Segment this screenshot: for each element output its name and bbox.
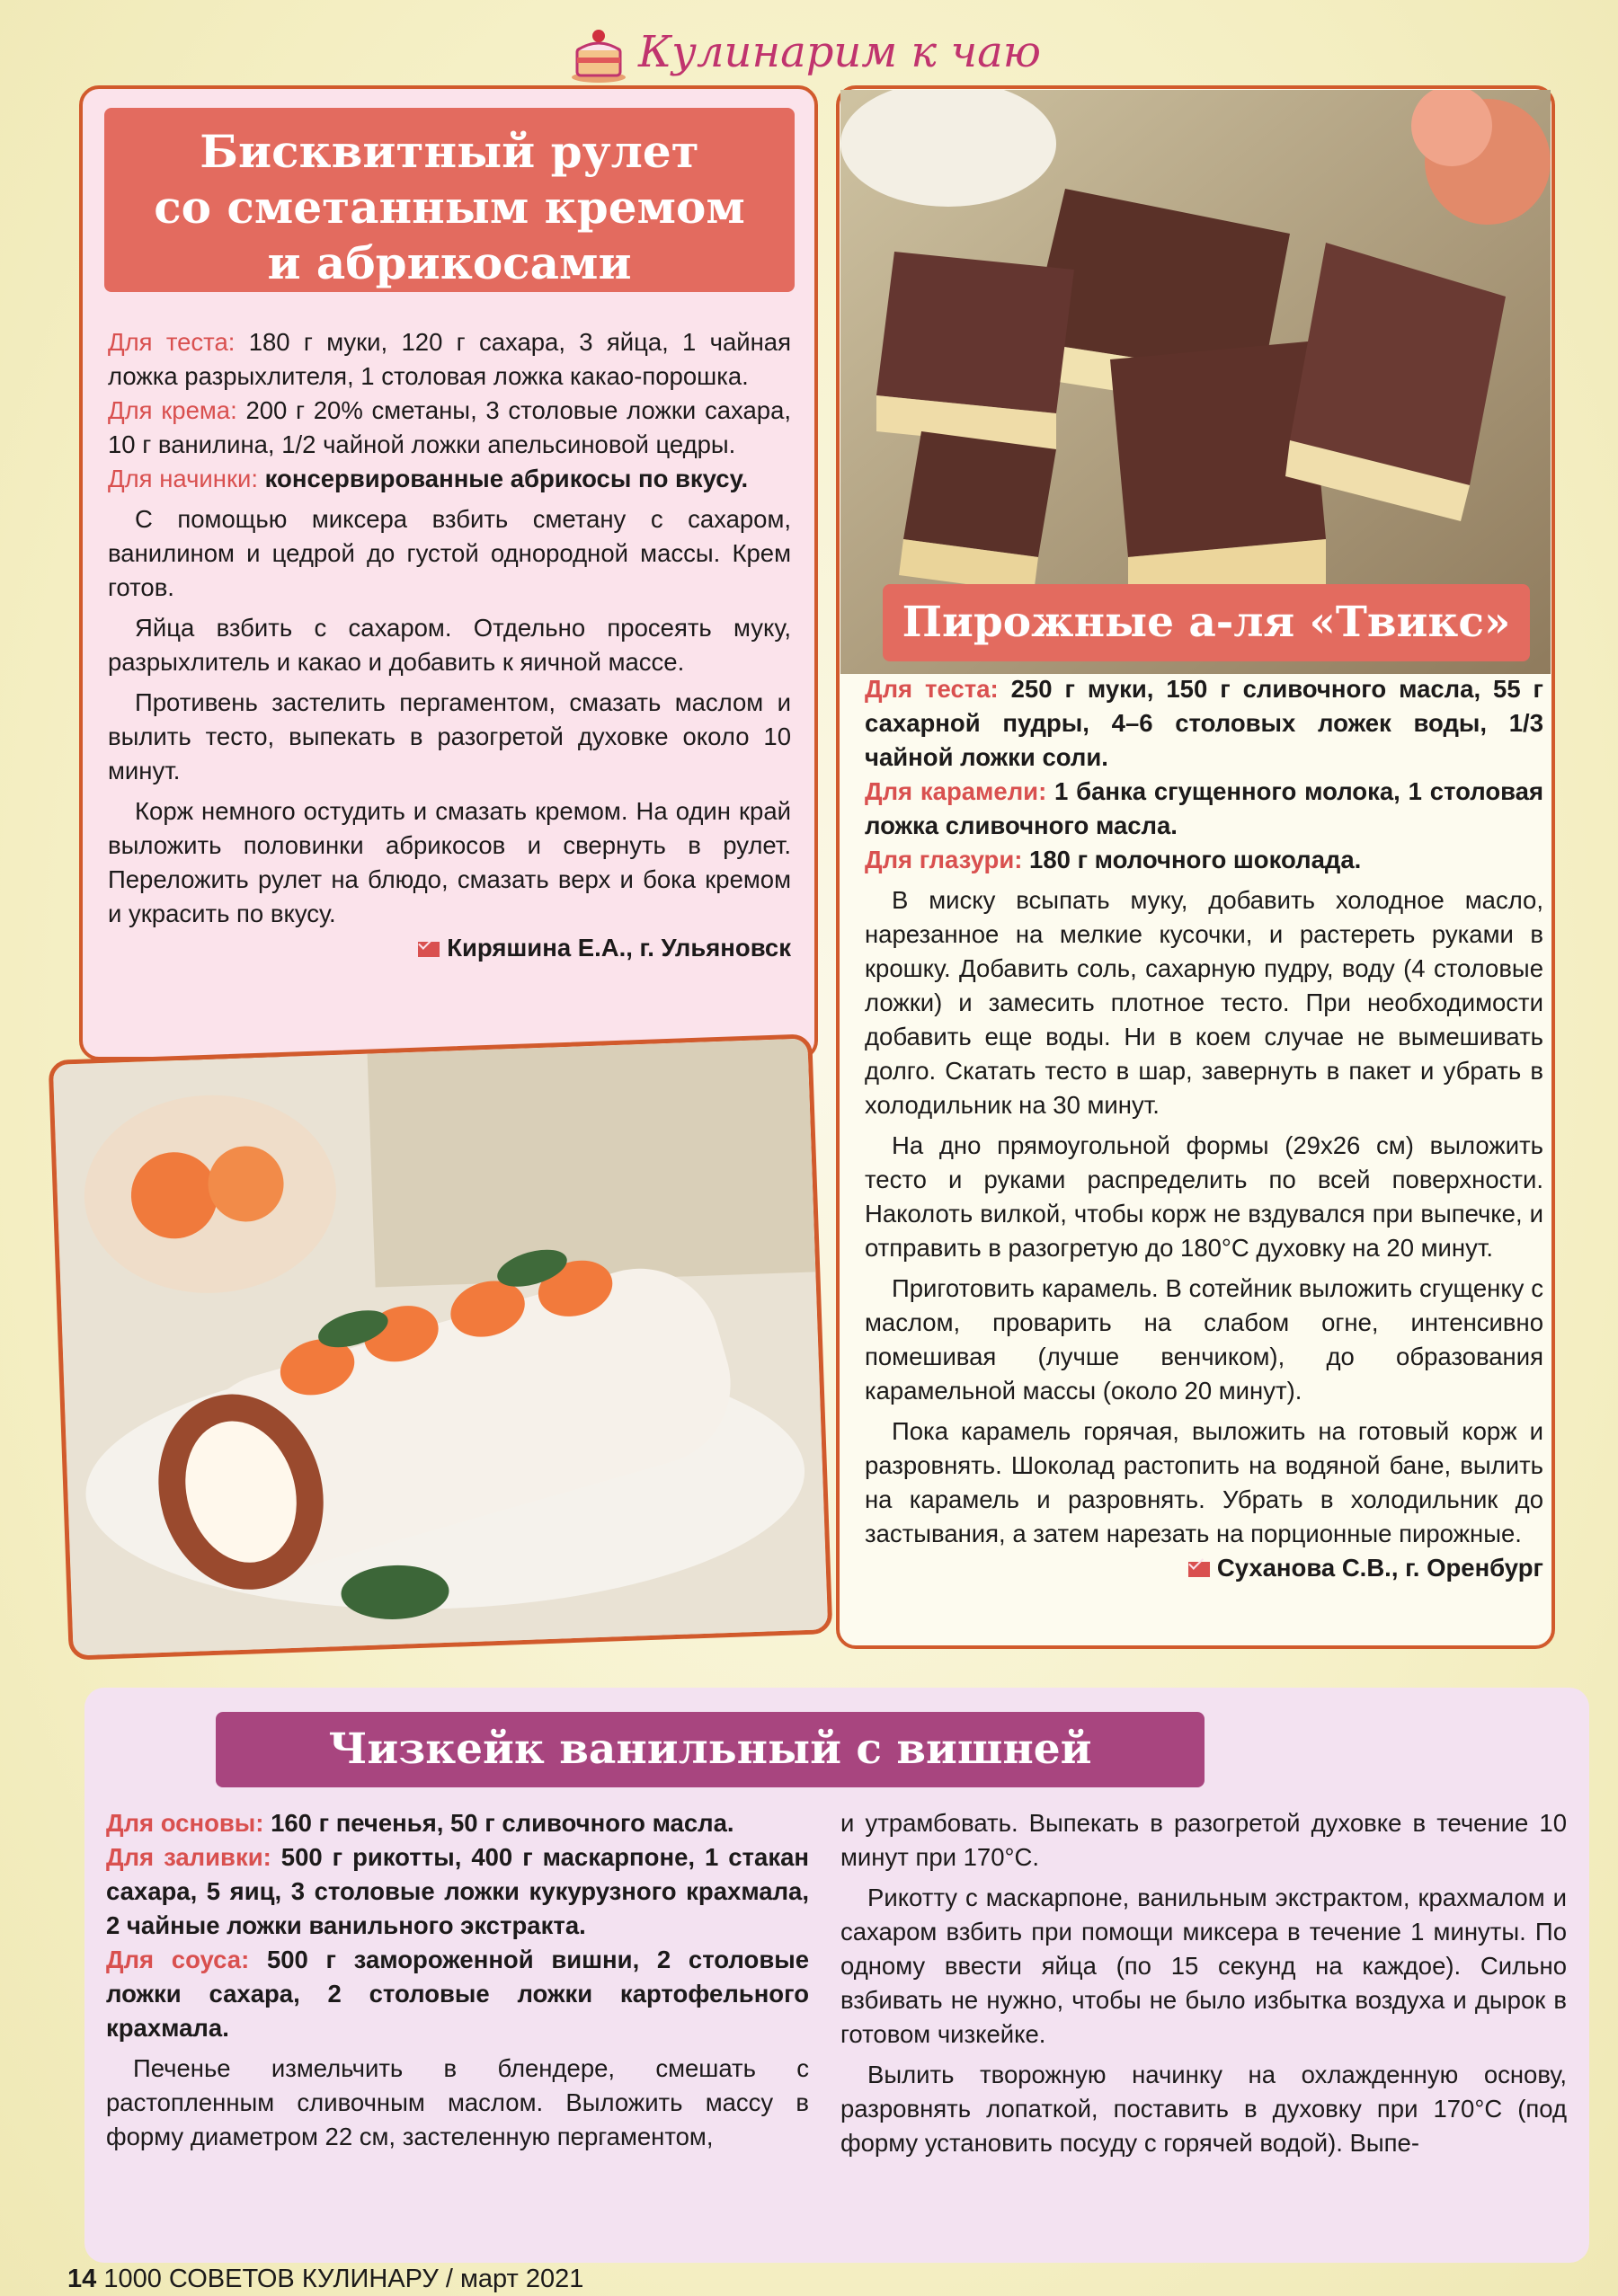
ingredient-text: 200 г 20% сметаны, 3 столовые ложки сахара, 10 г ванилина, 1/2 чайной ложки апельсиновой цедры. bbox=[108, 396, 791, 458]
ingredient-label: Для теста: bbox=[108, 328, 236, 356]
step-paragraph: Корж немного остудить и смазать кремом. На один край выложить половинки абрикосов и свернуть в рулет. Переложить рулет на блюдо, смазать верх и бока кремом и украсить по вкусу. bbox=[108, 797, 791, 927]
author-name: Суханова С.В., г. Оренбург bbox=[1216, 1554, 1543, 1582]
section-header bbox=[566, 23, 1106, 88]
recipe-twix-text bbox=[865, 672, 1543, 1585]
step-paragraph: и утрамбовать. Выпекать в разогретой духовке в течение 10 минут при 170°С. bbox=[840, 1809, 1567, 1871]
ingredient-label: Для основы: bbox=[106, 1809, 264, 1837]
recipe-twix-title: Пирожные а-ля «Твикс» bbox=[883, 584, 1530, 661]
ingredient-text: 500 г замороженной вишни, 2 столовые ложки сахара, 2 столовые ложки картофельного крахмала. bbox=[106, 1946, 810, 2042]
author-name: Киряшина Е.А., г. Ульяновск bbox=[447, 934, 791, 962]
step-paragraph: Пока карамель горячая, выложить на готовый корж и разровнять. Шоколад растопить на водяной бане, вылить на карамель и разровнять. Убрать в холодильник до застывания, а затем нарезать на порционные пирожные. bbox=[865, 1417, 1543, 1547]
title-line: и абрикосами bbox=[267, 236, 632, 289]
ingredient-label: Для начинки: bbox=[108, 465, 258, 492]
recipe-roll-text bbox=[108, 325, 791, 965]
ingredient-text: 180 г молочного шоколада. bbox=[1029, 846, 1362, 873]
ingredient-label: Для заливки: bbox=[106, 1843, 271, 1871]
page-footer bbox=[67, 2265, 583, 2294]
ingredient-text: 250 г муки, 150 г сливочного масла, 55 г сахарной пудры, 4–6 столовых ложек воды, 1/3 чайной ложки соли. bbox=[865, 675, 1544, 771]
title-line: со сметанным кремом bbox=[154, 181, 745, 234]
step-paragraph: В миску всыпать муку, добавить холодное масло, нарезанное на мелкие кусочки, и растереть руками в крошку. Добавить соль, сахарную пудру, воду (4 столовые ложки) и замесить плотное тесто. При необходимости добавить еще воды. Ни в коем случае не вымешивать долго. Скатать тесто в шар, завернуть в пакет и убрать в холодильник на 30 минут. bbox=[865, 886, 1543, 1119]
author-line bbox=[865, 1551, 1543, 1585]
step-paragraph: Яйца взбить с сахаром. Отдельно просеять муку, разрыхлитель и какао и добавить к яичной массе. bbox=[108, 614, 791, 676]
step-paragraph: Противень застелить пергаментом, смазать маслом и вылить тесто, выпекать в разогретой духовке около 10 минут. bbox=[108, 688, 791, 785]
ingredient-label: Для соуса: bbox=[106, 1946, 250, 1973]
envelope-icon bbox=[1188, 1562, 1210, 1577]
ingredient-text: 1 банка сгущенного молока, 1 столовая ложка сливочного масла. bbox=[865, 777, 1543, 839]
ingredient-label: Для глазури: bbox=[865, 846, 1023, 873]
step-paragraph: Приготовить карамель. В сотейник выложить сгущенку с маслом, проварить на слабом огне, интенсивно помешивая (лучше венчиком), до образования карамельной массы (около 20 минут). bbox=[865, 1274, 1543, 1405]
step-paragraph: Печенье измельчить в блендере, смешать с растопленным сливочным маслом. Выложить массу в форму диаметром 22 см, застеленную пергаментом, bbox=[106, 2054, 809, 2150]
cake-icon bbox=[566, 23, 631, 86]
step-paragraph: С помощью миксера взбить сметану с сахаром, ванилином и цедрой до густой однородной массы. Крем готов. bbox=[108, 505, 791, 601]
ingredient-text: 160 г печенья, 50 г сливочного масла. bbox=[271, 1809, 734, 1837]
section-title: Кулинарим к чаю bbox=[638, 27, 1042, 77]
ingredient-text: 180 г муки, 120 г сахара, 3 яйца, 1 чайная ложка разрыхлителя, 1 столовая ложка какао-порошка. bbox=[108, 328, 791, 390]
recipe-cheesecake-title: Чизкейк ванильный с вишней bbox=[216, 1712, 1205, 1787]
ingredient-label: Для крема: bbox=[108, 396, 237, 424]
step-paragraph: Вылить творожную начинку на охлажденную основу, разровнять лопаткой, поставить в духовку при 170°С (под форму установить посуду с горячей водой). Выпе- bbox=[840, 2061, 1567, 2157]
page-number: 14 bbox=[67, 2265, 97, 2293]
ingredient-text: 500 г рикотты, 400 г маскарпоне, 1 стакан сахара, 5 яиц, 3 столовые ложки кукурузного крахмала, 2 чайные ложки ванильного экстракта. bbox=[106, 1843, 809, 1939]
envelope-icon bbox=[418, 942, 440, 957]
recipe-cheesecake-ingredients bbox=[106, 1806, 809, 2154]
recipe-roll-title bbox=[104, 108, 795, 292]
ingredient-label: Для теста: bbox=[865, 675, 999, 703]
recipe-cheesecake-steps bbox=[840, 1806, 1567, 2160]
ingredient-text: консервированные абрикосы по вкусу. bbox=[264, 465, 749, 492]
title-line: Бисквитный рулет bbox=[200, 125, 699, 178]
roll-photo bbox=[49, 1033, 833, 1660]
author-line bbox=[108, 931, 791, 965]
ingredient-label: Для карамели: bbox=[865, 777, 1047, 805]
step-paragraph: Рикотту с маскарпоне, ванильным экстрактом, крахмалом и сахаром взбить при помощи миксера в течение 1 минуты. По одному ввести яйца (по 15 секунд на каждое). Сильно взбивать не нужно, чтобы не было избытка воздуха и дырок в готовом чизкейке. bbox=[840, 1884, 1567, 2048]
magazine-name: 1000 СОВЕТОВ КУЛИНАРУ bbox=[103, 2265, 439, 2293]
issue-date: / март 2021 bbox=[445, 2265, 584, 2293]
step-paragraph: На дно прямоугольной формы (29х26 см) выложить тесто и руками распределить по всей поверхности. Наколоть вилкой, чтобы корж не вздувался при выпечке, и отправить в разогретую до 180°С духовку на 20 минут. bbox=[865, 1131, 1543, 1262]
